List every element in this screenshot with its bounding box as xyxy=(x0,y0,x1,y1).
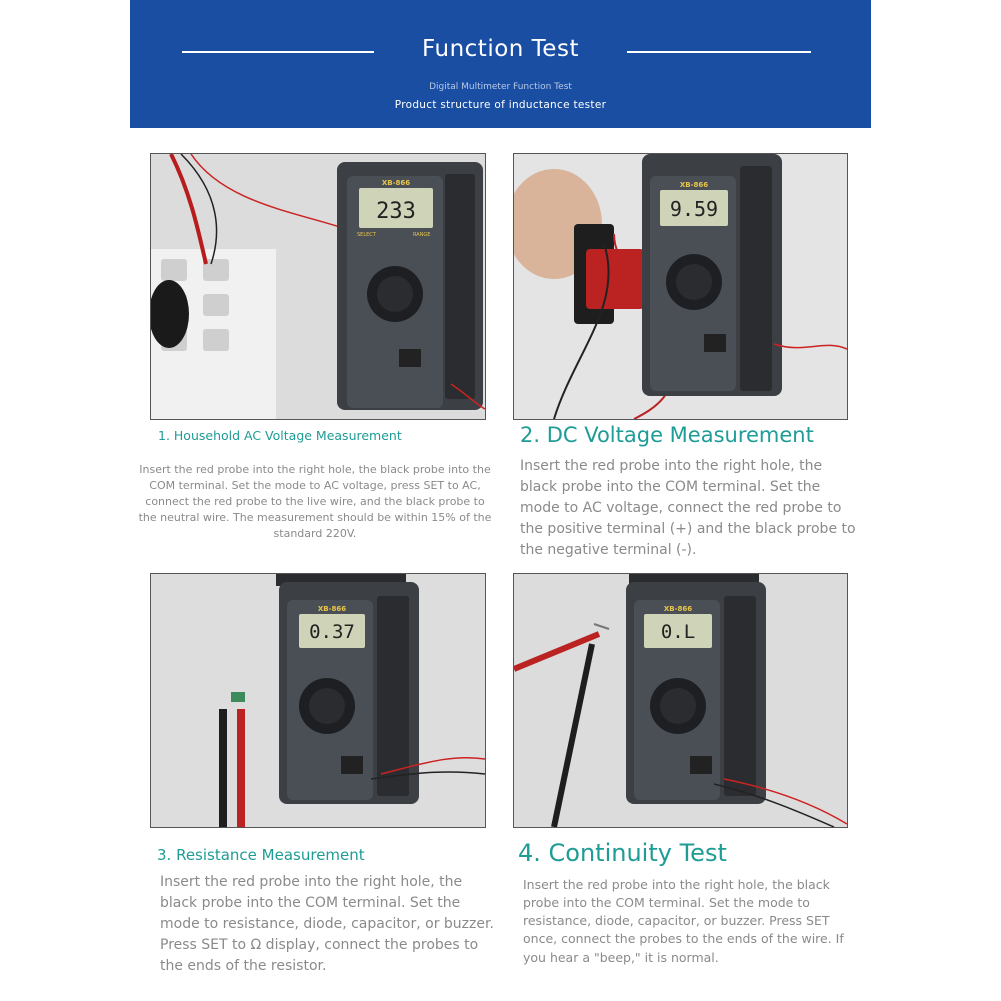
section-heading-continuity: 4. Continuity Test xyxy=(518,839,727,867)
svg-text:RANGE: RANGE xyxy=(413,232,431,238)
section-heading-ac-voltage: 1. Household AC Voltage Measurement xyxy=(158,428,402,443)
section-description-resistance: Insert the red probe into the right hole, the black probe into the COM terminal. Set the mode to resistance, diode, capacitor, or buzzer. Press SET to Ω display, connect the probes to the ends of the resistor. xyxy=(160,874,494,974)
svg-text:XB-866: XB-866 xyxy=(663,605,693,613)
page-title: Function Test xyxy=(422,36,579,62)
header-banner xyxy=(130,0,871,128)
svg-text:XB-866: XB-866 xyxy=(679,181,709,189)
lcd-reading-3: 0.37 xyxy=(309,621,355,643)
lcd-reading-1: 233 xyxy=(376,199,416,224)
section-description-dc-voltage: Insert the red probe into the right hole, the black probe into the COM terminal. Set the mode to AC voltage, connect the red probe to the positive terminal (+) and the black probe to the negative terminal (-). xyxy=(520,458,856,558)
banner-subtitle-english: Digital Multimeter Function Test xyxy=(429,82,572,92)
section-heading-resistance: 3. Resistance Measurement xyxy=(157,846,365,864)
photo-continuity xyxy=(513,573,848,828)
lcd-reading-4: 0.L xyxy=(660,621,696,643)
photo-resistance xyxy=(150,573,486,828)
meter-model-label: XB-866 xyxy=(381,179,411,187)
lcd-reading-2: 9.59 xyxy=(669,197,719,221)
photo-dc-voltage xyxy=(513,153,848,420)
section-description-continuity: Insert the red probe into the right hole, the black probe into the COM terminal. Set the mode to resistance, diode, capacitor, or buzzer. Press SET once, connect the probes to the ends of the wire. If you hear a "beep," it is normal. xyxy=(523,877,844,965)
svg-text:XB-866: XB-866 xyxy=(317,605,347,613)
svg-text:SELECT: SELECT xyxy=(357,232,376,238)
section-description-ac-voltage: Insert the red probe into the right hole, the black probe into the COM terminal. Set the mode to AC voltage, press SET to AC, connect the red probe to the live wire, and the black probe to the neutral wire. The measurement should be within 15% of the standard 220V. xyxy=(138,463,492,540)
section-heading-dc-voltage: 2. DC Voltage Measurement xyxy=(520,423,814,447)
photo-ac-voltage xyxy=(150,153,486,420)
banner-subtitle: Product structure of inductance tester xyxy=(394,99,607,111)
